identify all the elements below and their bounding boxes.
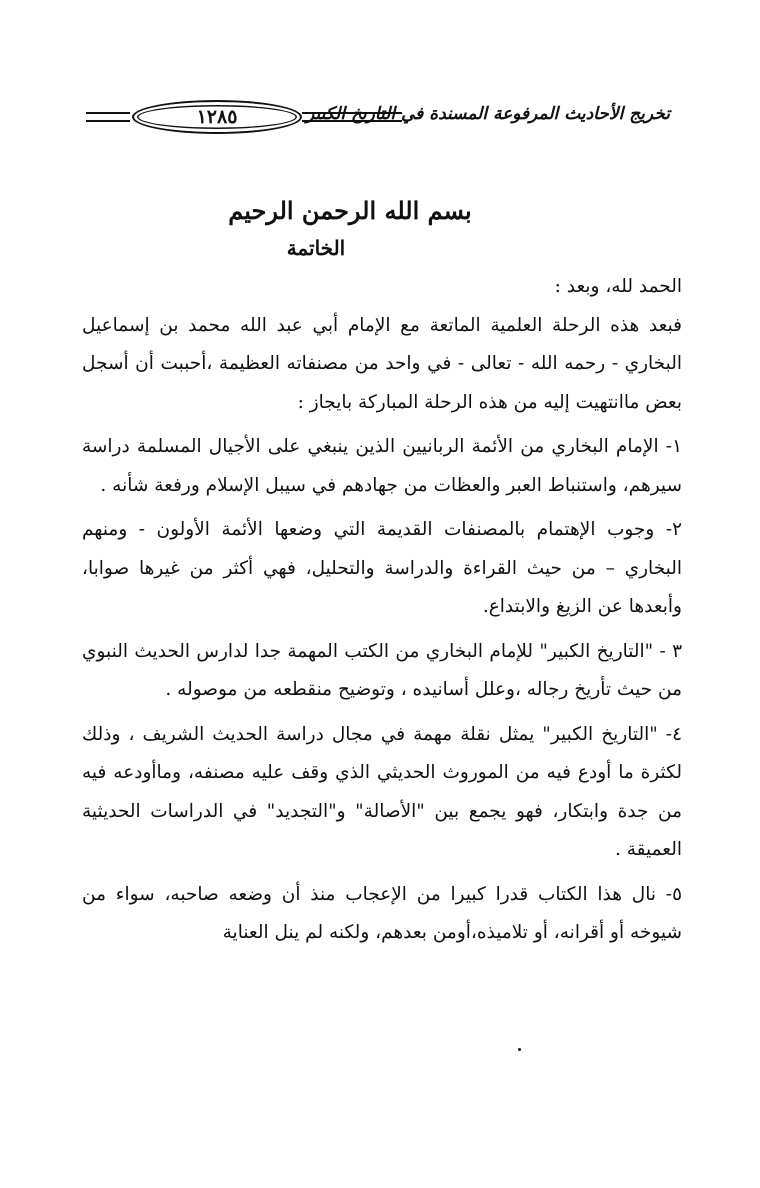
running-header	[86, 98, 670, 138]
page-number: ١٢٨٥	[196, 106, 238, 128]
paragraph-point-2: ٢- وجوب الإهتمام بالمصنفات القديمة التي وضعها الأئمة الأولون - ومنهم البخاري – من حيث القراءة والدراسة والتحليل، فهي أكثر من غيرها صوابا، وأبعدها عن الزيغ والابتداع.	[82, 519, 682, 617]
page-number-frame	[132, 100, 302, 134]
basmala-heading: بسم الله الرحمن الرحيم	[228, 196, 472, 225]
header-rule-right	[302, 112, 402, 122]
body-text	[82, 268, 682, 953]
paragraph-point-4: ٤- "التاريخ الكبير" يمثل نقلة مهمة في مجال دراسة الحديث الشريف ، وذلك لكثرة ما أودع فيه من الموروث الحديثي الذي وقف عليه مصنفه، وماأودعه فيه من جدة وابتكار، فهو يجمع بين "الأصالة" و"التجديد" في الدراسات الحديثية العميقة .	[82, 723, 682, 860]
paragraph-point-3: ٣ - "التاريخ الكبير" للإمام البخاري من الكتب المهمة جدا لدارس الحديث النبوي من حيث تأريخ رجاله ،وعلل أسانيده ، وتوضيح منقطعه من موصوله .	[82, 640, 682, 700]
paragraph-point-1: ١- الإمام البخاري من الأئمة الربانيين الذين ينبغي على الأجيال المسلمة دراسة سيرهم، واستنباط العبر والعظات من جهادهم في سيبل الإسلام ورفعة شأنه .	[82, 436, 682, 496]
paragraph-opening: الحمد لله، وبعد :	[554, 276, 682, 297]
stray-dot-mark	[518, 1048, 521, 1051]
paragraph-intro: فبعد هذه الرحلة العلمية الماتعة مع الإمام أبي عبد الله محمد بن إسماعيل البخاري - رحمه الله - تعالى - في واحد من مصنفاته العظيمة ،أحببت أن أسجل بعض ماانتهيت إليه من هذه الرحلة المباركة بايجاز :	[82, 314, 682, 413]
paragraph-point-5: ٥- نال هذا الكتاب قدرا كبيرا من الإعجاب منذ أن وضعه صاحبه، سواء من شيوخه أو أقرانه، أو تلاميذه،أومن بعدهم، ولكنه لم ينل العناية	[82, 883, 682, 943]
header-title: تخريج الأحاديث المرفوعة المسندة في التاريخ الكبير	[306, 104, 670, 124]
header-rule-left	[86, 112, 130, 122]
section-title: الخاتمة	[286, 236, 346, 260]
